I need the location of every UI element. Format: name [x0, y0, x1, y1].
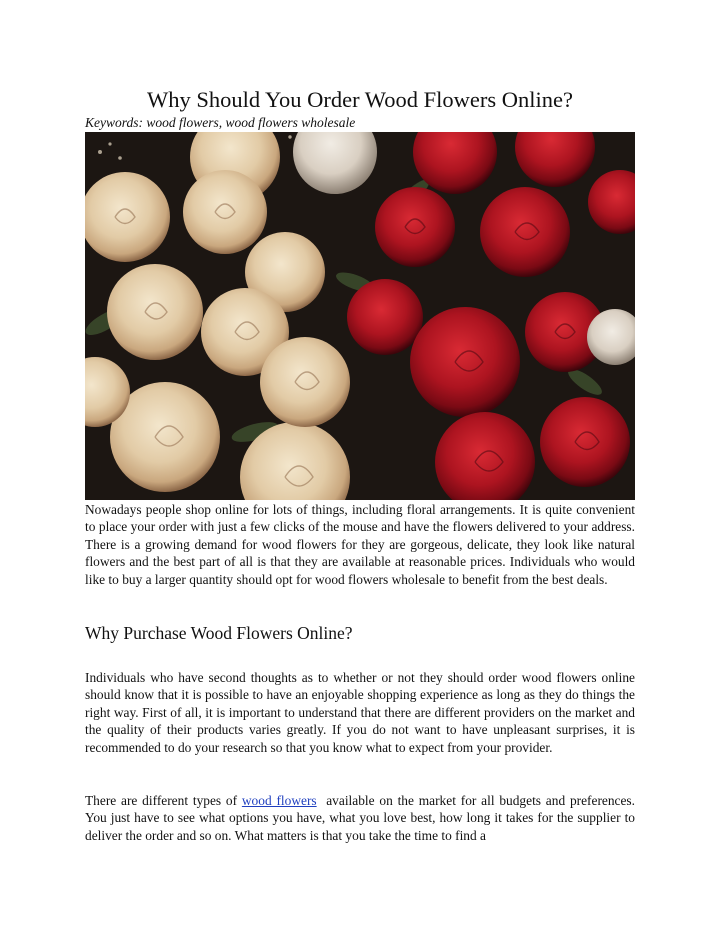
paragraph3-text-after: available on the market for all budgets and preferences. You just have to see what options you have, what you love best, how long it takes for the supplier to deliver the order and so on. What matters is that you take the time to find a [85, 793, 639, 843]
section-paragraph-1: Individuals who have second thoughts as to whether or not they should order wood flowers online should know that it is possible to have an enjoyable shopping experience as long as they do things the right way. First of all, it is important to understand that there are different providers on the market and the quality of their products varies greatly. If you do not want to have unpleasant surprises, it is recommended to do your research so that you know what to expect from your provider. [85, 670, 635, 755]
roses-photo [85, 132, 635, 500]
keywords-line: Keywords: wood flowers, wood flowers wholesale [85, 115, 356, 130]
page-title: Why Should You Order Wood Flowers Online? [147, 87, 573, 112]
section-heading: Why Purchase Wood Flowers Online? [85, 623, 353, 643]
wood-flowers-link[interactable]: wood flowers [241, 793, 317, 808]
section-paragraph-2 [85, 792, 639, 844]
intro-paragraph: Nowadays people shop online for lots of things, including floral arrangements. It is quite convenient to place your order with just a few clicks of the mouse and have the flowers delivered to your address. There is a growing demand for wood flowers for they are gorgeous, delicate, they look like natural flowers and the best part of all is that they are available at reasonable prices. Individuals who would like to buy a larger quantity should opt for wood flowers wholesale to benefit from the best deals. [85, 502, 635, 587]
paragraph3-text-before: There are different types of [85, 793, 242, 808]
